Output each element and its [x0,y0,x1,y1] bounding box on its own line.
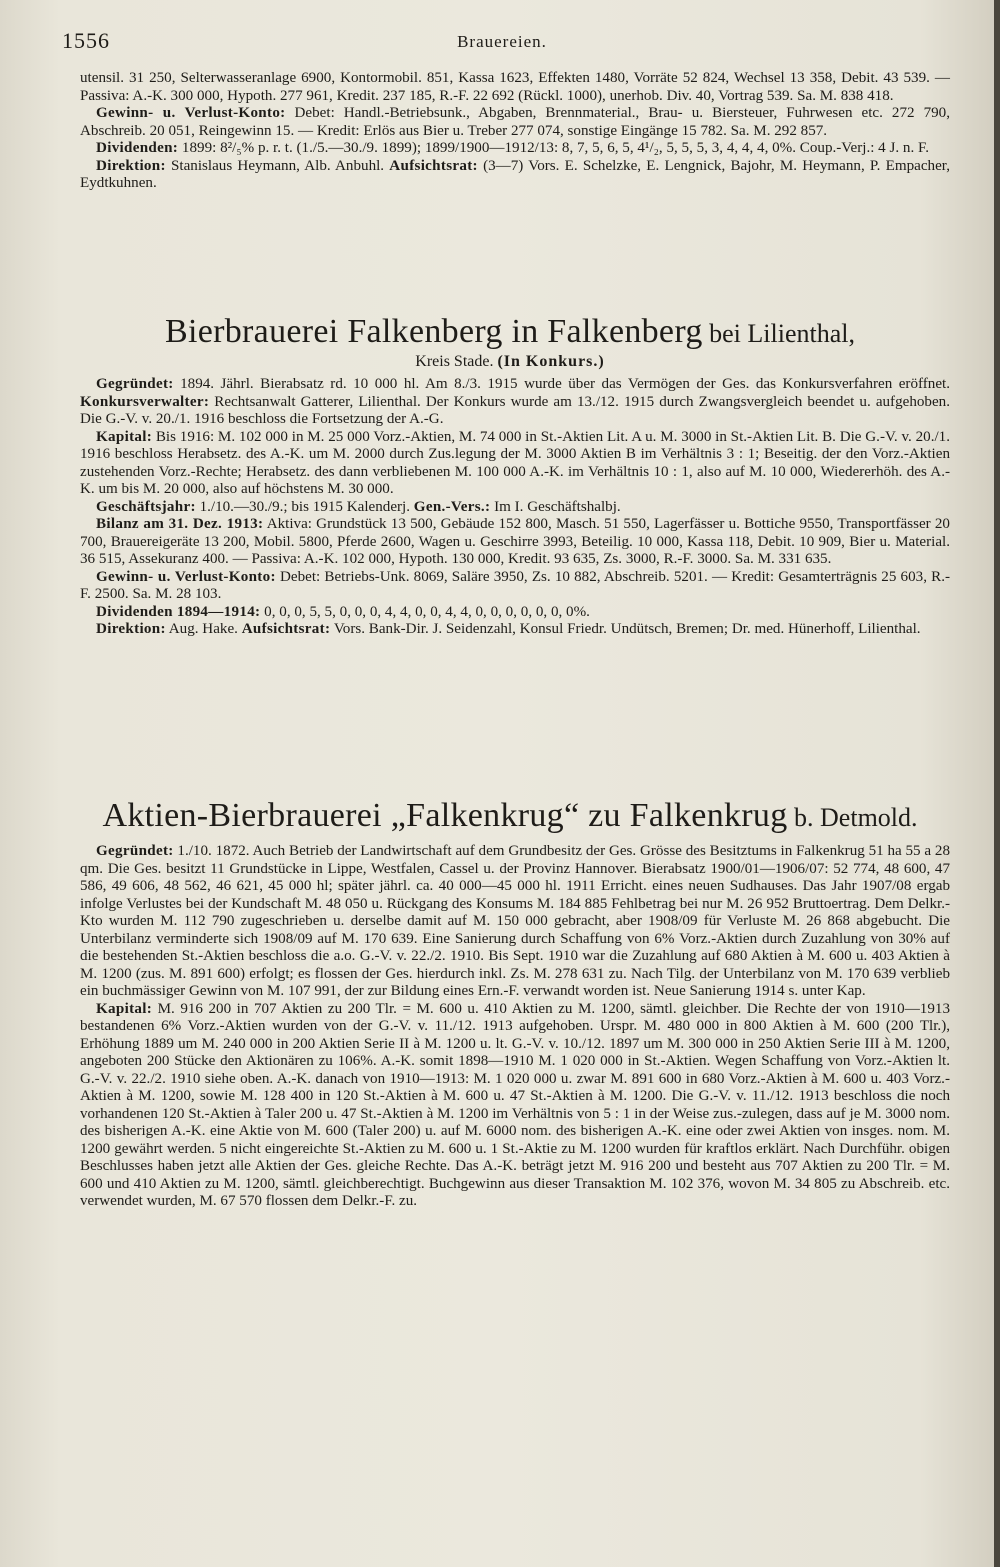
prev-dir-label: Direktion: [96,157,166,174]
falkenberg-gegr-label: Gegründet: [96,376,174,392]
falkenberg-title-tail: bei Lilienthal, [702,319,855,348]
prev-ar-text: (3—7) Vors. E. Schelzke, E. Lengnick, Bajohr, M. Heymann, P. Empacher, Eydtkuhnen. [80,157,950,191]
falkenberg-gv-label: Gen.-Vers.: [413,498,491,515]
prev-div-text: 1899: 8²/₅% p. r. t. (1./5.—30./9. 1899); 1899/1900—1912/13: 8, 7, 5, 6, 5, 4¹/₂, 5, 5, 5, 3, 4, 4, 4, 0%. Coup.-Verj.: 4 J. n. F. [181,140,929,156]
falkenkrug-kap-paragraph [80,1001,950,1211]
falkenberg-gv-text: Im I. Geschäftshalbj. [494,498,621,515]
page-header [62,28,942,58]
prev-gv-label: Gewinn- u. Verlust-Konto: [96,105,286,121]
falkenkrug-gegr-label: Gegründet: [96,843,174,859]
falkenberg-gegr-paragraph [80,376,950,429]
falkenberg-div-label: Dividenden 1894—1914: [96,603,261,620]
falkenkrug-title-main: Aktien-Bierbrauerei „Falkenkrug“ zu Falkenkrug [102,797,788,834]
falkenberg-bilanz-paragraph [80,516,950,569]
prev-ar-label: Aufsichtsrat: [389,157,478,174]
prev-gv-paragraph [80,105,950,140]
falkenkrug-gegr-text: 1./10. 1872. Auch Betrieb der Landwirtschaft auf dem Grundbesitz der Ges. Grösse des Besitztums in Falkenkrug 51 ha 55 a 28 qm. Die Ges. besitzt 11 Grundstücke in Lippe, Westfalen, Cassel u. der Provinz Hannover. Bierabsatz 1900/01—1906/07: 52 774, 48 600, 47 586, 49 606, 48 562, 46 621, 45 000 hl; später jährl. ca. 40 000—45 000 hl. 1911 Erricht. eines neuen Sudhauses. Das Jahr 1907/08 ergab infolge Verlustes bei der Kundschaft M. 48 050 u. Rückgang des Konsums M. 184 885 Fehlbetrag bei nur M. 26 952 Bruttoertrag. Dem Delkr.-Kto wurden M. 112 790 zugeschrieben u. derselbe damit auf M. 150 000 gebracht, aber 1908/09 für Verluste M. 26 868 abgebucht. Die Unterbilanz verminderte sich 1908/09 auf M. 170 639. Eine Sanierung durch Schaffung von 6% Vorz.-Aktien durch Zuzahlung von 30% auf die bestehenden St.-Aktien beschloss die a.o. G.-V. v. 22./2. 1910. Bis Sept. 1910 war die Zuzahlung auf 680 Aktien à M. 600 u. 403 Aktien à M. 1200 (zus. M. 891 600) erfolgt; es flossen der Ges. hierdurch inkl. Zs. M. 278 631 zu. Nach Tilg. der Unterbilanz von M. 170 639 verblieb ein buchmässiger Gewinn von M. 107 991, der zur Bildung eines Ern.-F. verwandt worden ist. Neue Sanierung 1914 s. unter Kap. [80,843,950,999]
falkenkrug-kap-text: M. 916 200 in 707 Aktien zu 200 Tlr. = M. 600 u. 410 Aktien zu M. 1200, sämtl. gleichber. Die Rechte der von 1910—1913 bestandenen 6% Vorz.-Aktien wurden von der G.-V. v. 11./12. 1913 aufgehoben. Urspr. M. 480 000 in 800 Aktien à M. 600 (200 Tlr.), Erhöhung 1889 um M. 240 000 in 200 Aktien Serie II à M. 1200 u. lt. G.-V. v. 10./12. 1897 um M. 300 000 in 250 Aktien Serie III à M. 1200, angeboten 200 Stücke den Aktionären zu 106%. A.-K. somit 1898—1910 M. 1 020 000 in St.-Aktien. Wegen Schaffung von Vorz.-Aktien lt. G.-V. v. 22./2. 1910 siehe oben. A.-K. danach von 1910—1913: M. 1 020 000 u. zwar M. 891 600 in 680 Vorz.-Aktien à M. 600 u. 403 Vorz.-Aktien à M. 1200, sowie M. 128 400 in 120 St.-Aktien à M. 600 u. 47 St.-Aktien à M. 1200. Die G.-V. v. 11./12. 1913 beschloss die noch vorhandenen 120 St.-Aktien à Taler 200 u. 47 St.-Aktien à M. 1200 im Verhältnis von 5 : 1 in der Weise zus.-zulegen, dass auf je M. 3000 nom. des bisherigen A.-K. eine Aktie von M. 600 (Taler 200) u. auf M. 6000 nom. des bisherigen A.-K. eine oder zwei Aktien von insges. nom. M. 1200 gewährt werden. 5 nicht eingereichte St.-Aktien zu M. 600 u. 1 St.-Aktie zu M. 1200 wurden für kraftlos erklärt. Nach Durchführ. obigen Beschlusses haben jetzt alle Aktien der Ges. gleiche Rechte. Das A.-K. beträgt jetzt M. 916 200 und besteht aus 707 Aktien zu 200 Tlr. = M. 600 und 410 Aktien zu M. 1200, sämtl. gleichberechtigt. Buchgewinn aus dieser Transaktion M. 102 376, wovon M. 34 805 zu Abschreib. etc. verwendet wurden, M. 67 570 flossen dem Delkr.-F. zu. [80,1000,950,1209]
falkenberg-title [60,313,960,351]
falkenberg-kap-label: Kapital: [96,428,153,445]
falkenberg-kap-paragraph [80,429,950,499]
falkenberg-div-text: 0, 0, 0, 5, 5, 0, 0, 0, 4, 4, 0, 0, 4, 4, 0, 0, 0, 0, 0, 0, 0%. [264,603,590,620]
falkenberg-gegr-text: 1894. Jährl. Bierabsatz rd. 10 000 hl. Am 8./3. 1915 wurde über das Vermögen der Ges. das Konkursverfahren eröffnet. [180,376,950,392]
prev-div-paragraph [80,140,950,158]
falkenberg-section [80,376,950,639]
falkenberg-gj-label: Geschäftsjahr: [96,498,196,515]
prev-dir-text: Stanislaus Heymann, Alb. Anbuhl. [171,157,385,174]
falkenberg-subtitle-line [60,353,960,371]
falkenberg-div-paragraph [80,604,950,622]
falkenkrug-title [60,797,960,835]
prev-div-label: Dividenden: [96,140,179,156]
falkenberg-gj-paragraph [80,499,950,517]
falkenberg-kap-text: Bis 1916: M. 102 000 in M. 25 000 Vorz.-Aktien, M. 74 000 in St.-Aktien Lit. A u. M. 3000 in St.-Aktien Lit. B. Die G.-V. v. 20./1. 1916 beschloss Herabsetz. des A.-K. um M. 2000 durch Zus.legung der M. 3000 Aktien B im Verhältnis 3 : 1; Beseitig. der den Vorz.-Aktien zustehenden Vorz.-Rechte; Herabsetz. des dann verbliebenen M. 100 000 A.-K. im Verhältnis 10 : 1, also auf M. 10 000, Wiedererhöh. des A.-K. um bis M. 20 000, also auf höchstens M. 30 000. [80,428,950,497]
prev-balance-text: utensil. 31 250, Selterwasseranlage 6900, Kontormobil. 851, Kassa 1623, Effekten 1480, Vorräte 52 824, Wechsel 13 358, Debit. 43 539. — Passiva: A.-K. 300 000, Hypoth. 277 961, Kredit. 237 185, R.-F. 22 692 (Rückl. 1000), unerhob. Div. 40, Vortrag 539. Sa. M. 838 418. [80,70,950,104]
falkenkrug-gegr-paragraph [80,843,950,1001]
falkenberg-kv-label: Konkursverwalter: [80,393,210,410]
falkenberg-guv-paragraph [80,569,950,604]
prev-entry-section [80,70,950,193]
falkenkrug-title-tail: b. Detmold. [787,803,918,832]
falkenberg-gj-text: 1./10.—30./9.; bis 1915 Kalenderj. [199,498,411,515]
falkenkrug-section [80,843,950,1211]
falkenberg-guv-label: Gewinn- u. Verlust-Konto: [96,568,276,585]
prev-gv-text: Debet: Handl.-Betriebsunk., Abgaben, Brennmaterial., Brau- u. Biersteuer, Fuhrwesen etc. 272 790, Abschreib. 20 051, Reingewinn 15. — Kredit: Erlös aus Bier u. Treber 277 074, sonstige Eingänge 15 782. Sa. M. 292 857. [80,105,951,139]
falkenkrug-kap-label: Kapital: [96,1000,153,1017]
falkenberg-bilanz-label: Bilanz am 31. Dez. 1913: [96,516,264,532]
falkenberg-ar-text: Vors. Bank-Dir. J. Seidenzahl, Konsul Friedr. Undütsch, Bremen; Dr. med. Hünerhoff, Lilienthal. [333,621,921,637]
prev-dir-paragraph [80,158,950,193]
falkenberg-subtitle: Kreis Stade. [415,353,498,370]
falkenberg-dir-paragraph [80,621,950,639]
page-edge-shadow [994,0,1000,1567]
falkenberg-bilanz-text: Aktiva: Grundstück 13 500, Gebäude 152 800, Masch. 51 550, Lagerfässer u. Bottiche 9550, Transportfässer 20 700, Brauereigeräte 13 200, Mobil. 5800, Pferde 2600, Wagen u. Geschirre 3993, Beteilig. 10 000, Kassa 118, Debit. 10 909, Bier u. Material. 36 515, Assekuranz 400. — Passiva: A.-K. 102 000, Hypoth. 130 000, Kredit. 93 635, Zs. 3000, R.-F. 3000. Sa. M. 331 635. [80,516,950,567]
falkenberg-title-main: Bierbrauerei Falkenberg in Falkenberg [165,313,703,350]
falkenberg-status: (In Konkurs.) [497,353,605,370]
falkenberg-dir-label: Direktion: [96,621,166,637]
page-number: 1556 [62,28,110,53]
falkenberg-ar-label: Aufsichtsrat: [241,621,331,637]
falkenberg-guv-text: Debet: Betriebs-Unk. 8069, Saläre 3950, Zs. 10 882, Abschreib. 5201. — Kredit: Gesamterträgnis 25 603, R.-F. 2500. Sa. M. 28 103. [80,568,951,602]
falkenberg-dir-text: Aug. Hake. [168,621,238,637]
running-head: Brauereien. [457,32,547,51]
falkenberg-kv-text: Rechtsanwalt Gatterer, Lilienthal. Der Konkurs wurde am 13./12. 1915 durch Zwangsvergleich beendet u. aufgehoben. Die G.-V. v. 20./1. 1916 beschloss die Fortsetzung der A.-G. [80,393,950,427]
